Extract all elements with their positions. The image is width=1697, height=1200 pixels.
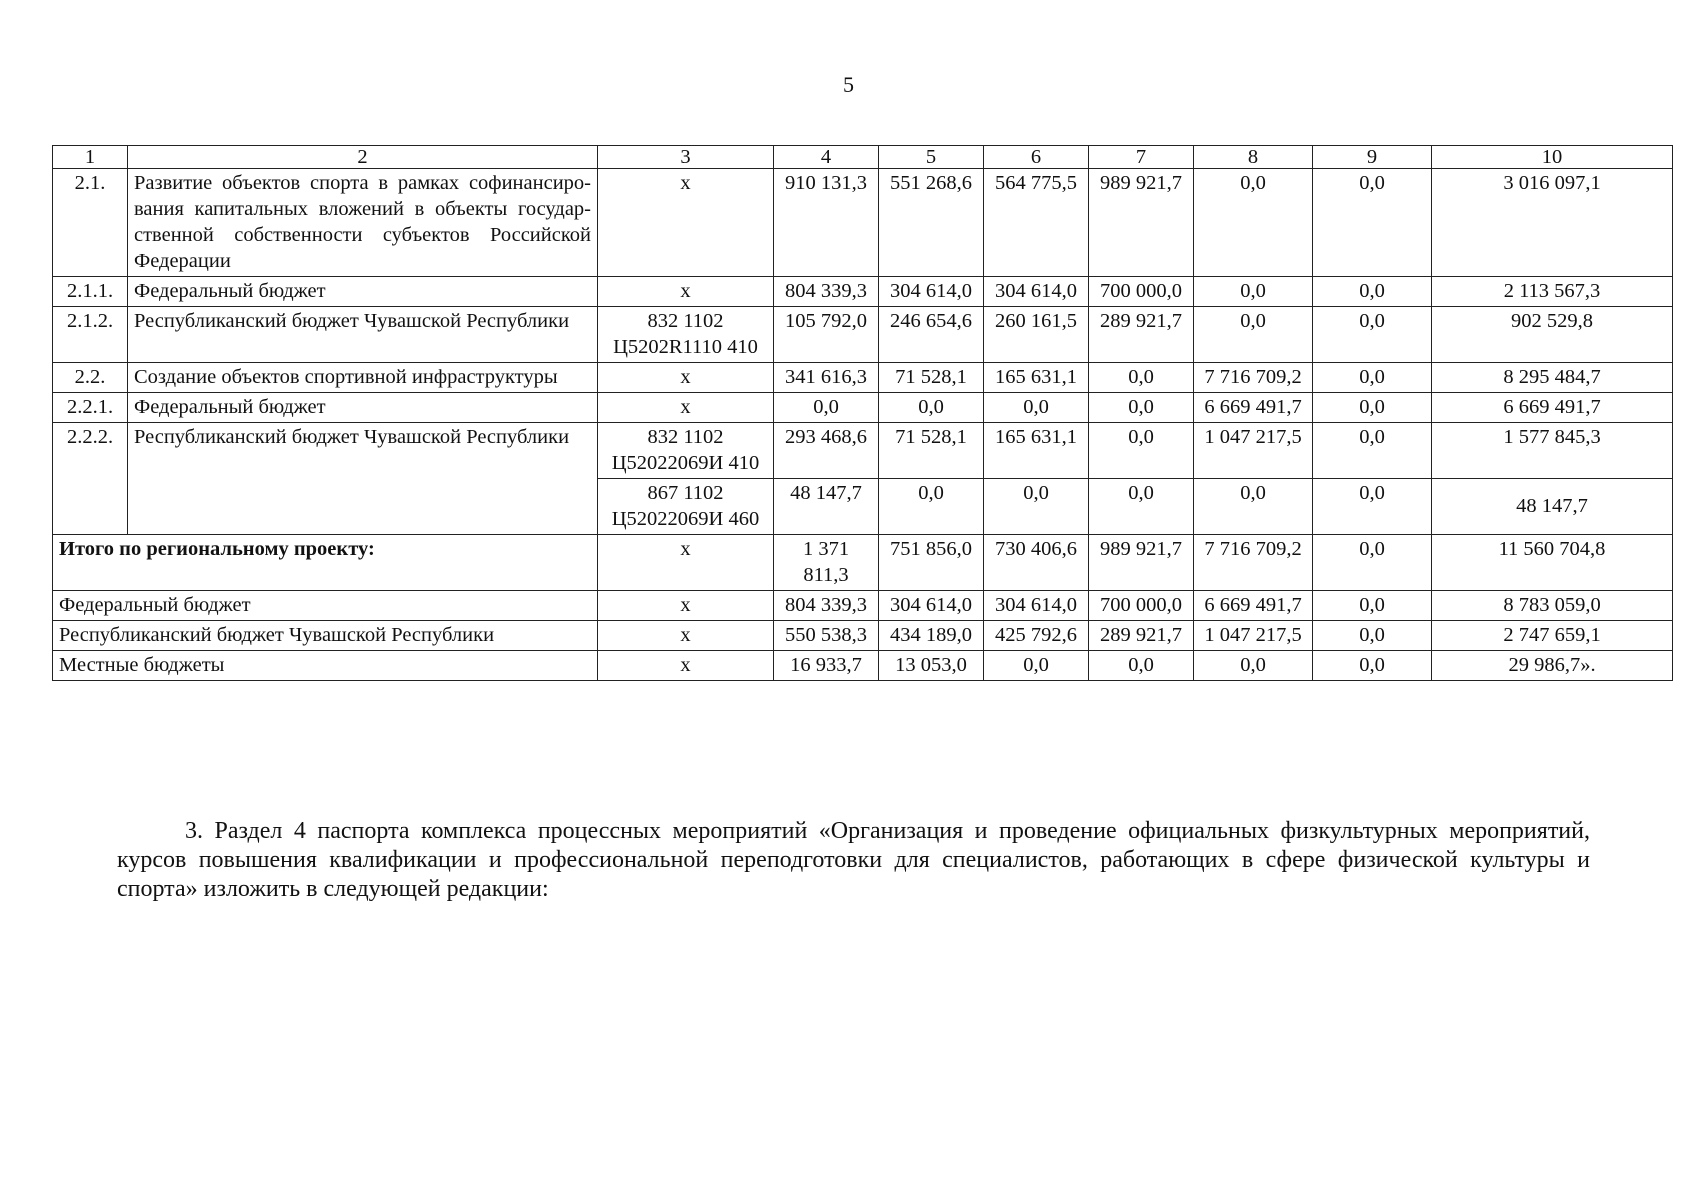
- value-cell: 751 856,0: [879, 535, 984, 591]
- column-number-row: [53, 146, 1673, 169]
- value-cell: 16 933,7: [774, 651, 879, 681]
- value-cell: 804 339,3: [774, 591, 879, 621]
- page-number: 5: [843, 72, 854, 97]
- value-cell: 0,0: [1089, 363, 1194, 393]
- value-cell: 0,0: [1089, 393, 1194, 423]
- value-cell: 0,0: [1313, 393, 1432, 423]
- value-cell: 71 528,1: [879, 423, 984, 479]
- value-cell: 0,0: [1194, 169, 1313, 277]
- value-cell: 0,0: [1313, 479, 1432, 535]
- table-row: [53, 169, 1673, 277]
- row-number: 2.1.1.: [53, 277, 128, 307]
- budget-code: 867 1102 Ц52022069И 460: [598, 479, 774, 535]
- budget-code: 832 1102 Ц5202R1110 410: [598, 307, 774, 363]
- value-cell: 289 921,7: [1089, 307, 1194, 363]
- value-cell: 0,0: [1194, 277, 1313, 307]
- total-row: [53, 591, 1673, 621]
- row-name: Республиканский бюджет Чувашской Республики: [128, 307, 598, 363]
- table-row: [53, 393, 1673, 423]
- budget-code: x: [598, 277, 774, 307]
- value-cell: 0,0: [984, 393, 1089, 423]
- value-cell: 165 631,1: [984, 423, 1089, 479]
- value-cell: 6 669 491,7: [1432, 393, 1673, 423]
- budget-code: x: [598, 621, 774, 651]
- value-cell: 11 560 704,8: [1432, 535, 1673, 591]
- value-cell: 48 147,7: [1432, 479, 1673, 535]
- total-label: Федеральный бюджет: [53, 591, 598, 621]
- column-number: 8: [1194, 146, 1313, 169]
- value-cell: 29 986,7».: [1432, 651, 1673, 681]
- value-cell: 304 614,0: [984, 277, 1089, 307]
- value-cell: 0,0: [1089, 651, 1194, 681]
- value-cell: 13 053,0: [879, 651, 984, 681]
- row-number: 2.2.2.: [53, 423, 128, 535]
- value-cell: 550 538,3: [774, 621, 879, 651]
- column-number: 2: [128, 146, 598, 169]
- value-cell: 700 000,0: [1089, 591, 1194, 621]
- row-name: Федеральный бюджет: [128, 393, 598, 423]
- amendment-paragraph: 3. Раздел 4 паспорта комплекса процессных мероприятий «Организация и проведение официальных физкультурных мероприятий, курсов повышения квалификации и профессиональной переподготовки для специалистов, работающих в сфере физической культуры и спорта» изложить в следующей редакции:: [117, 818, 1590, 902]
- budget-code: x: [598, 651, 774, 681]
- value-cell: 304 614,0: [879, 591, 984, 621]
- value-cell: 6 669 491,7: [1194, 393, 1313, 423]
- value-cell: 0,0: [1194, 651, 1313, 681]
- value-cell: 551 268,6: [879, 169, 984, 277]
- value-cell: 434 189,0: [879, 621, 984, 651]
- value-cell: 1 047 217,5: [1194, 423, 1313, 479]
- row-name: Республиканский бюджет Чувашской Республики: [128, 423, 598, 535]
- value-cell: 0,0: [1313, 307, 1432, 363]
- value-cell: 260 161,5: [984, 307, 1089, 363]
- value-cell: 71 528,1: [879, 363, 984, 393]
- total-label: Местные бюджеты: [53, 651, 598, 681]
- value-cell: 0,0: [1313, 651, 1432, 681]
- value-cell: 0,0: [1313, 277, 1432, 307]
- value-cell: 0,0: [1194, 307, 1313, 363]
- table-row: [53, 423, 1673, 479]
- value-cell: 6 669 491,7: [1194, 591, 1313, 621]
- value-cell: 0,0: [1194, 479, 1313, 535]
- value-cell: 1 047 217,5: [1194, 621, 1313, 651]
- column-number: 6: [984, 146, 1089, 169]
- budget-code: x: [598, 535, 774, 591]
- row-number: 2.1.: [53, 169, 128, 277]
- table-row: [53, 307, 1673, 363]
- value-cell: 165 631,1: [984, 363, 1089, 393]
- value-cell: 304 614,0: [984, 591, 1089, 621]
- value-cell: 0,0: [879, 479, 984, 535]
- value-cell: 0,0: [1313, 169, 1432, 277]
- column-number: 1: [53, 146, 128, 169]
- value-cell: 2 747 659,1: [1432, 621, 1673, 651]
- column-number: 3: [598, 146, 774, 169]
- column-number: 5: [879, 146, 984, 169]
- value-cell: 304 614,0: [879, 277, 984, 307]
- row-name: Федеральный бюджет: [128, 277, 598, 307]
- value-cell: 3 016 097,1: [1432, 169, 1673, 277]
- value-cell: 8 783 059,0: [1432, 591, 1673, 621]
- value-cell: 0,0: [1089, 479, 1194, 535]
- budget-code: 832 1102 Ц52022069И 410: [598, 423, 774, 479]
- row-number: 2.2.1.: [53, 393, 128, 423]
- value-cell: 48 147,7: [774, 479, 879, 535]
- budget-table: [52, 145, 1673, 681]
- value-cell: 989 921,7: [1089, 169, 1194, 277]
- value-cell: 0,0: [774, 393, 879, 423]
- value-cell: 564 775,5: [984, 169, 1089, 277]
- total-label: Республиканский бюджет Чувашской Республики: [53, 621, 598, 651]
- column-number: 7: [1089, 146, 1194, 169]
- value-cell: 0,0: [1313, 423, 1432, 479]
- value-cell: 105 792,0: [774, 307, 879, 363]
- value-cell: 989 921,7: [1089, 535, 1194, 591]
- value-cell: 0,0: [1089, 423, 1194, 479]
- budget-code: x: [598, 363, 774, 393]
- value-cell: 0,0: [1313, 621, 1432, 651]
- column-number: 10: [1432, 146, 1673, 169]
- value-cell: 341 616,3: [774, 363, 879, 393]
- row-number: 2.2.: [53, 363, 128, 393]
- column-number: 9: [1313, 146, 1432, 169]
- value-cell: 0,0: [1313, 363, 1432, 393]
- value-cell: 0,0: [1313, 535, 1432, 591]
- value-cell: 2 113 567,3: [1432, 277, 1673, 307]
- budget-code: x: [598, 393, 774, 423]
- value-cell: 8 295 484,7: [1432, 363, 1673, 393]
- budget-code: x: [598, 591, 774, 621]
- value-cell: 1 371 811,3: [774, 535, 879, 591]
- table-row: [53, 277, 1673, 307]
- table-row: [53, 363, 1673, 393]
- value-cell: 0,0: [1313, 591, 1432, 621]
- value-cell: 902 529,8: [1432, 307, 1673, 363]
- value-cell: 0,0: [984, 479, 1089, 535]
- value-cell: 293 468,6: [774, 423, 879, 479]
- value-cell: 425 792,6: [984, 621, 1089, 651]
- value-cell: 7 716 709,2: [1194, 535, 1313, 591]
- total-row: [53, 651, 1673, 681]
- total-row: [53, 621, 1673, 651]
- value-cell: 1 577 845,3: [1432, 423, 1673, 479]
- row-name: Создание объектов спортивной инфраструктуры: [128, 363, 598, 393]
- value-cell: 7 716 709,2: [1194, 363, 1313, 393]
- column-number: 4: [774, 146, 879, 169]
- total-row: [53, 535, 1673, 591]
- value-cell: 289 921,7: [1089, 621, 1194, 651]
- value-cell: 0,0: [984, 651, 1089, 681]
- budget-code: x: [598, 169, 774, 277]
- row-name: Развитие объектов спорта в рамках софинансиро-вания капитальных вложений в объекты государ-ственной собственности субъектов Российской Федерации: [128, 169, 598, 277]
- value-cell: 246 654,6: [879, 307, 984, 363]
- value-cell: 910 131,3: [774, 169, 879, 277]
- value-cell: 700 000,0: [1089, 277, 1194, 307]
- value-cell: 804 339,3: [774, 277, 879, 307]
- value-cell: 0,0: [879, 393, 984, 423]
- value-cell: 730 406,6: [984, 535, 1089, 591]
- total-label: Итого по региональному проекту:: [53, 535, 598, 591]
- row-number: 2.1.2.: [53, 307, 128, 363]
